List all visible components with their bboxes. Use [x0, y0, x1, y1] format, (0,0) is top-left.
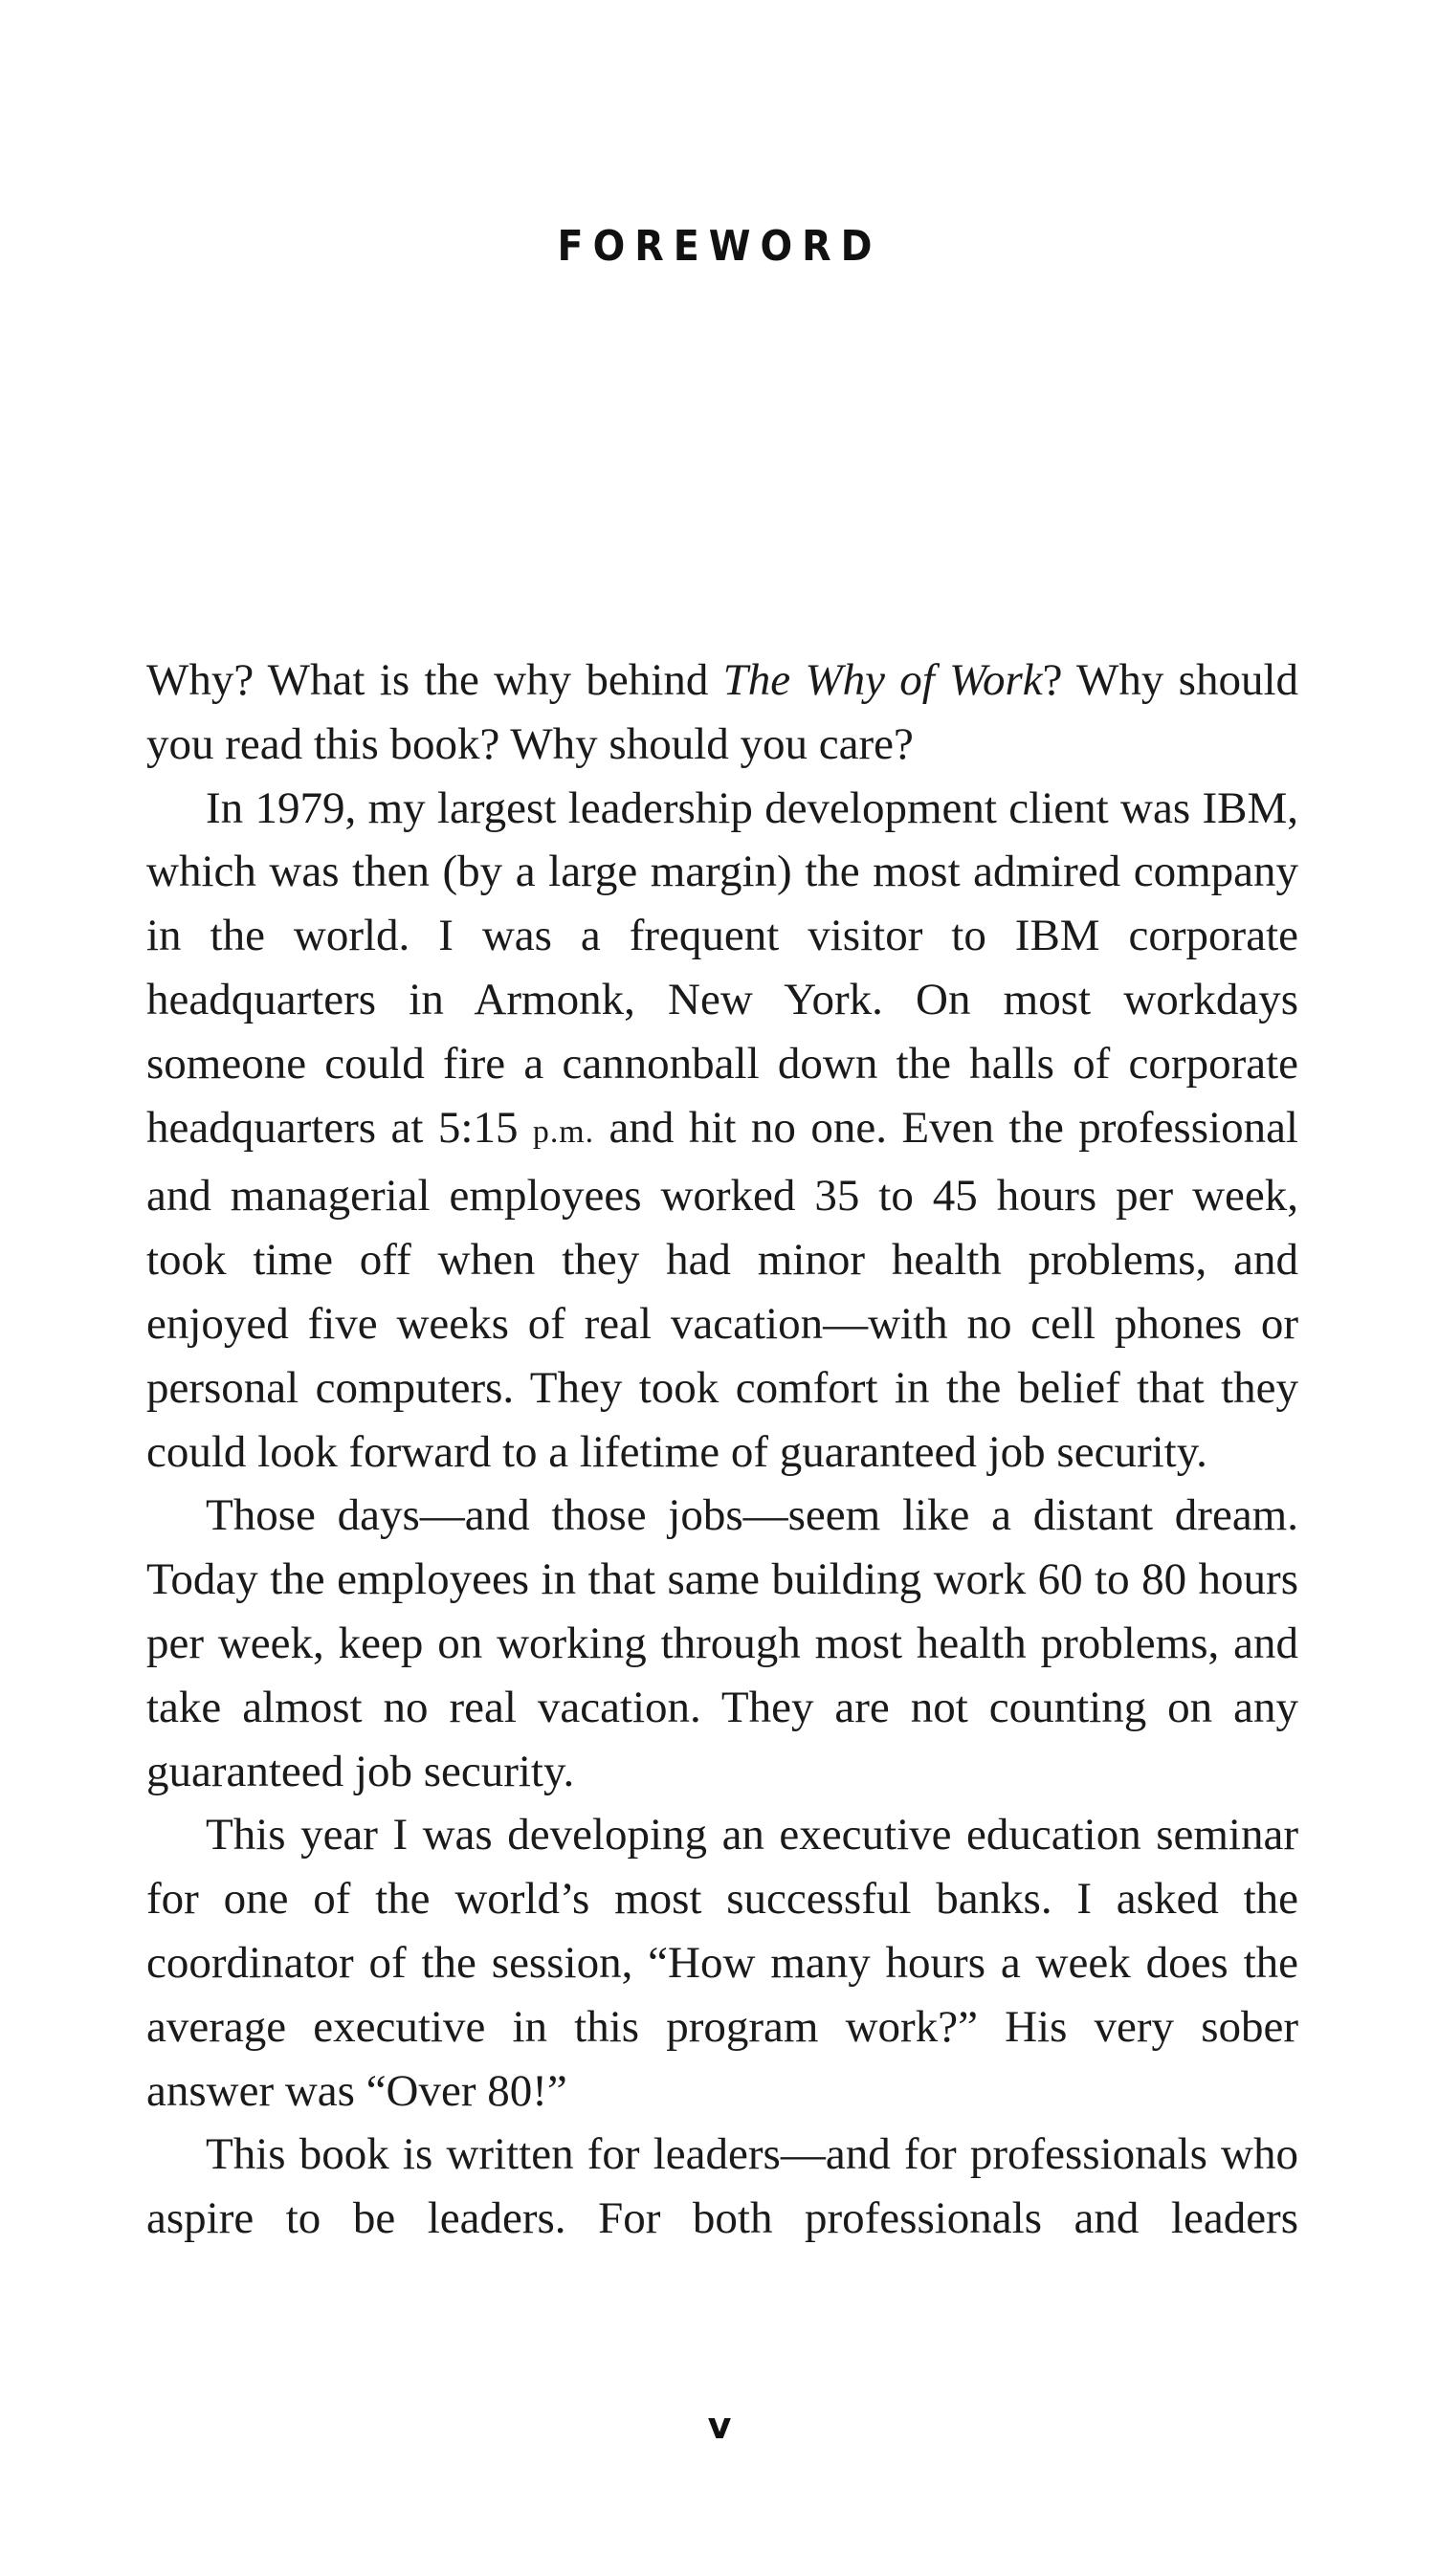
paragraph-4: This year I was developing an executive education seminar for one of the world’s most successful banks. I asked the coordinator of the session, “How many hours a week does the average executive in this program work?” His very sober answer was “Over 80!” [146, 1810, 1298, 2116]
book-title-italic: The Why of Work [722, 655, 1043, 705]
paragraph-1-text-a: Why? What is the why behind [146, 655, 723, 705]
paragraph-2 [146, 777, 1298, 1485]
body-text [146, 649, 1298, 2251]
time-suffix-smallcaps: p.m. [532, 1113, 595, 1150]
page-number: v [707, 2405, 732, 2447]
paragraph-5: This book is written for leaders—and for professionals who aspire to be leaders. For both professionals and leaders [146, 2129, 1298, 2244]
paragraph-2-text-a: In 1979, my largest leadership development client was IBM, which was then (by a large margin) the most admired company in the world. I was a frequent visitor to IBM corporate headquarters in Armonk, New York. On most workdays someone could fire a cannonball down the halls of corporate headquarters at 5:15 [146, 782, 1298, 1153]
paragraph-3: Those days—and those jobs—seem like a distant dream. Today the employees in that same building work 60 to 80 hours per week, keep on working through most health problems, and take almost no real vacation. They are not counting on any guaranteed job security. [146, 1490, 1298, 1796]
paragraph-1-text-c: ? Why should you read this book? Why should you care? [146, 655, 1298, 769]
paragraph-1 [146, 649, 1298, 777]
paragraph-2-text-c: and hit no one. Even the professional and managerial employees worked 35 to 45 hours per week, took time off when they had minor health problems, and enjoyed five weeks of real vacation—with no cell phones or personal computers. They took comfort in the belief that they could look forward to a lifetime of guaranteed job security. [146, 1102, 1298, 1477]
chapter-heading: FOREWORD [557, 222, 882, 271]
